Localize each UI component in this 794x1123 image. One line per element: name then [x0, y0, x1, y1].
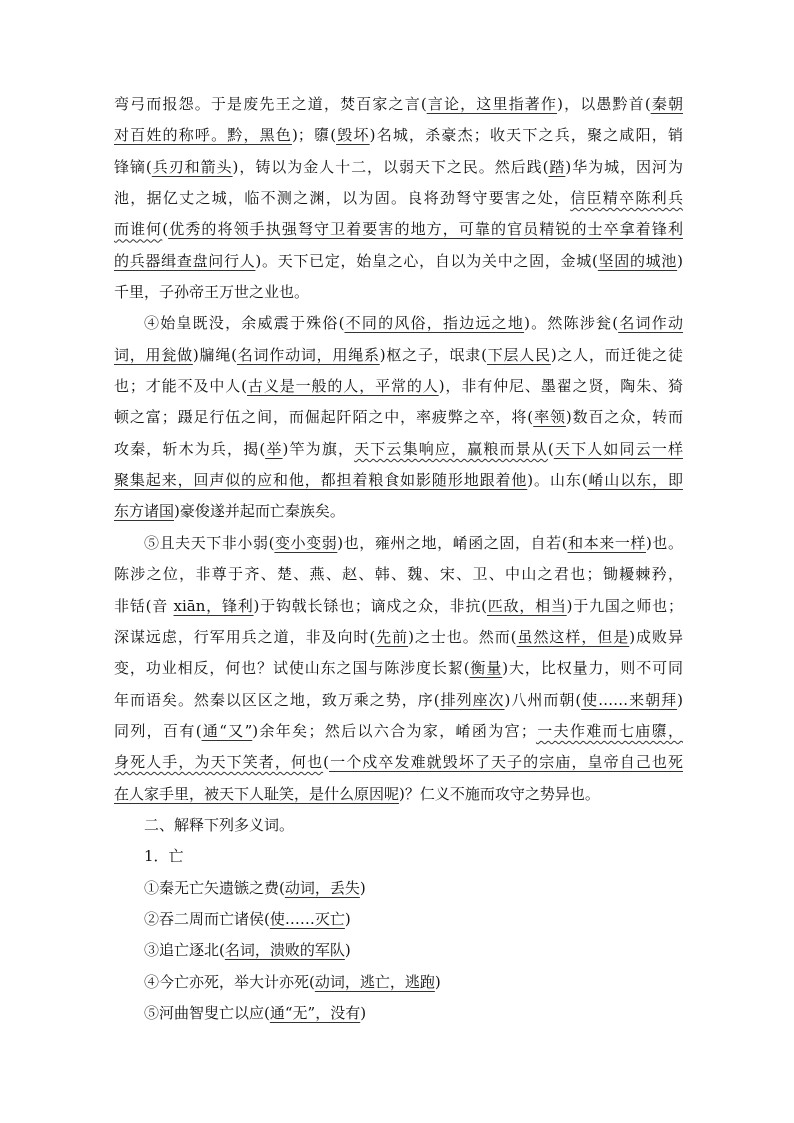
annotation-text: 东方诸国 [114, 502, 175, 521]
annotation-text: 的兵器缉查盘问行人 [114, 251, 256, 270]
definition-list [114, 873, 683, 1030]
text-run: ) [359, 878, 366, 897]
text-run: )，非有仲尼、墨翟之贤，陶朱、猗 [438, 377, 683, 396]
text-line [114, 246, 683, 277]
text-run: ) [360, 1003, 367, 1022]
annotation-text: 踏 [548, 157, 566, 176]
passage-paragraph [114, 308, 683, 527]
text-run: 深谋远虑，行军用兵之道，非及向时( [114, 627, 376, 646]
annotation-text: 虽然这样，但是 [516, 627, 630, 646]
text-line [114, 183, 683, 214]
text-run: )，铸以为金人十二，以弱天下之民。然后践( [232, 157, 549, 176]
definition-item [114, 967, 683, 998]
annotation-text: 不同的风俗，指边远之地 [344, 314, 525, 333]
text-line [114, 528, 683, 559]
annotation-text: 变小变弱 [274, 533, 338, 552]
text-run: )八州而朝( [504, 690, 582, 709]
text-line [114, 152, 683, 183]
annotation-text: 词，用瓮做 [114, 345, 193, 364]
annotation-text: 通“无”，没有 [269, 1003, 361, 1022]
text-line [114, 496, 683, 527]
annotation-text: 排列座次 [439, 690, 505, 709]
text-run: )。山东( [527, 471, 588, 490]
text-run: )于钩戟长铩也；谪戍之众，非抗( [253, 596, 487, 615]
annotation-text: 兵刃和箭头 [151, 157, 233, 176]
annotation-text: 秦朝 [650, 95, 683, 113]
text-run: )。然陈涉瓮( [524, 314, 619, 333]
text-line [114, 89, 683, 120]
text-run: )；隳( [292, 126, 337, 145]
text-run: )华为城，因河为 [565, 157, 683, 176]
key-sentence: 身死人手，为天下笑者，何也 [114, 753, 324, 772]
passage-paragraph [114, 89, 683, 308]
annotation-text: 崤山以东，即 [587, 471, 683, 490]
annotation-text: 古义是一般的人，平常的人 [247, 377, 439, 396]
annotation-text: 通“又” [201, 721, 253, 740]
text-run: 同列，百有( [114, 721, 202, 740]
text-run: )。天下已定，始皇之心，自以为关中之固，金城( [255, 251, 598, 270]
annotation-text: 在人家手里，被天下人耻笑，是什么原因呢 [114, 784, 400, 803]
definition-item [114, 998, 683, 1029]
key-sentence: 信臣精卒陈利兵 [570, 189, 683, 208]
text-line [114, 622, 683, 653]
text-run: 弯弓而报怨。于是废先王之道，焚百家之言( [114, 95, 427, 113]
text-run: )大，比权量力，则不可同 [502, 659, 683, 678]
text-line [114, 214, 683, 245]
text-line [114, 716, 683, 747]
text-run: )枢之子，氓隶( [379, 345, 487, 364]
text-run: ④今亡亦死，举大计亦死( [144, 972, 315, 991]
text-run: ) [344, 941, 351, 960]
annotation-text: 言论，这里指著作 [426, 95, 558, 113]
annotation-text: 动词，逃亡，逃跑 [314, 972, 435, 991]
section-heading: 二、解释下列多义词。 [144, 815, 295, 834]
annotation-text: 优秀的将领手执强弩守卫着要害的地方，可靠的官员精锐的士卒拿着锋利 [168, 220, 683, 239]
text-run: )数百之众，转而 [565, 408, 684, 427]
document-content [114, 89, 683, 1029]
text-run: 也；才能不及中人( [114, 377, 248, 396]
passage-paragraph [114, 528, 683, 810]
text-line [114, 308, 683, 339]
text-run: 顿之富；蹑足行伍之间，而倔起阡陌之中，率疲弊之卒，将( [114, 408, 534, 427]
text-run: ) [344, 909, 351, 928]
key-sentence: 一夫作难而七庙隳， [535, 721, 683, 740]
annotation-text: 名词，溃败的军队 [224, 941, 345, 960]
text-run: )竿为旗， [282, 439, 355, 458]
text-run: 锋镝( [114, 157, 152, 176]
passage [114, 89, 683, 810]
definition-item [114, 873, 683, 904]
text-line [114, 559, 683, 590]
text-run: )豪俊遂并起而亡秦族矣。 [174, 502, 345, 521]
text-run: 攻秦，斩木为兵，揭( [114, 439, 266, 458]
text-run: ) [677, 251, 683, 270]
annotation-text: 举 [265, 439, 283, 458]
text-run: )也，雍州之地，崤函之固，自若( [337, 533, 568, 552]
text-line [114, 371, 683, 402]
text-run: )，以愚黔首( [557, 95, 651, 113]
text-run: ②吞二周而亡诸侯( [144, 909, 270, 928]
annotation-text: 名词作动词，用绳系 [236, 345, 380, 364]
annotation-text: 动词，丢失 [284, 878, 360, 897]
text-line [114, 340, 683, 371]
text-run: ⑤河曲智叟亡以应( [144, 1003, 270, 1022]
polysemy-section [114, 810, 683, 1029]
annotation-text: 一个戍卒发难就毁坏了天子的宗庙，皇帝自己也死 [329, 753, 683, 772]
annotation-text: 使……灭亡 [269, 909, 345, 928]
text-run: ①秦无亡矢遗镞之费( [144, 878, 285, 897]
text-run: 非铦(音 [114, 596, 174, 615]
text-line [114, 434, 683, 465]
text-line [114, 402, 683, 433]
text-run: 年而语矣。然秦以区区之地，致万乘之势，序( [114, 690, 440, 709]
annotation-text: 聚集起来，回声似的应和他，都担着粮食如影随形地跟着他 [114, 471, 528, 490]
text-run: ③追亡逐北( [144, 941, 225, 960]
text-run: 陈涉之位，非尊于齐、楚、燕、赵、韩、魏、宋、卫、中山之君也；锄耰棘矜， [114, 565, 683, 584]
text-run: )名城，杀豪杰；收天下之兵，聚之咸阳，销 [369, 126, 683, 145]
text-run: )余年矣；然后以六合为家，崤函为宫； [252, 721, 536, 740]
text-run: )之人，而迁徙之徒 [550, 345, 683, 364]
text-line [114, 277, 683, 308]
definition-item [114, 935, 683, 966]
key-sentence: 而谁何 [114, 220, 163, 239]
text-run: ( [547, 439, 554, 458]
text-run: ) [677, 690, 683, 709]
text-run: ( [323, 753, 330, 772]
annotation-text: 匹敌，相当 [486, 596, 567, 615]
text-run: ) [434, 972, 441, 991]
text-run: 千里，子孙帝王万世之业也。 [114, 283, 310, 302]
annotation-text: 天下人如同云一样 [553, 439, 683, 458]
annotation-text: 衡量 [469, 659, 503, 678]
text-run: 变，功业相反，何也？试使山东之国与陈涉度长絜( [114, 659, 470, 678]
text-run: ④始皇既没，余威震于殊俗( [144, 314, 345, 333]
annotation-text: 坚固的城池 [597, 251, 678, 270]
text-line [114, 653, 683, 684]
annotation-text: 使……来朝拜 [581, 690, 678, 709]
text-line [114, 591, 683, 622]
text-run: )成败异 [629, 627, 683, 646]
text-line [114, 465, 683, 496]
annotation-text: 毁坏 [336, 126, 370, 145]
annotation-text: 对百姓的称呼。黔，黑色 [114, 126, 293, 145]
annotation-text: xiān，锋利 [173, 596, 254, 615]
term-title: 1．亡 [144, 847, 184, 866]
text-run: )也。 [645, 533, 683, 552]
annotation-text: 率领 [533, 408, 566, 427]
annotation-text: 先前 [375, 627, 409, 646]
text-run: ⑤且夫天下非小弱( [144, 533, 275, 552]
text-run: )之士也。然而( [408, 627, 517, 646]
definition-item [114, 904, 683, 935]
text-line [114, 120, 683, 151]
text-run: )牖绳( [192, 345, 237, 364]
text-run: 池，据亿丈之城，临不测之渊，以为固。良将劲弩守要害之处， [114, 189, 571, 208]
text-line [114, 685, 683, 716]
text-line [114, 779, 683, 810]
annotation-text: 下层人民 [486, 345, 551, 364]
text-run: )？仁义不施而攻守之势异也。 [399, 784, 600, 803]
text-run: )于九国之师也； [566, 596, 683, 615]
annotation-text: 和本来一样 [567, 533, 646, 552]
annotation-text: 名词作动 [618, 314, 683, 333]
text-line [114, 747, 683, 778]
key-sentence: 天下云集响应，赢粮而景从 [354, 439, 548, 458]
text-run: ( [162, 220, 169, 239]
